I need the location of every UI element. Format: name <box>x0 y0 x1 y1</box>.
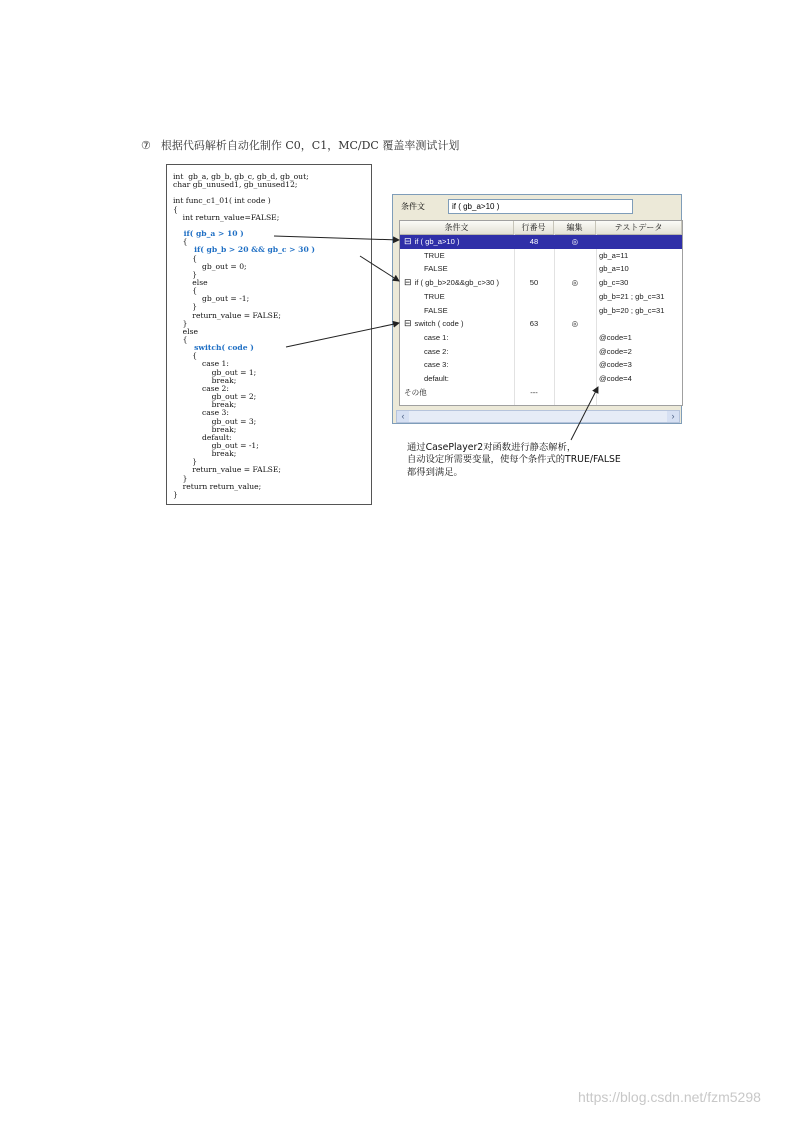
code-line: { <box>173 335 188 344</box>
arrow-switch <box>286 323 399 347</box>
condition-label: case 1: <box>424 332 449 342</box>
condition-field[interactable]: if ( gb_a>10 ) <box>448 199 633 214</box>
edit-mark-icon[interactable]: ◎ <box>571 319 579 329</box>
line-number-cell: 50 <box>529 278 539 288</box>
column-header-edit[interactable]: 編集 <box>554 221 596 234</box>
code-line: gb_out = 0; <box>173 261 247 271</box>
test-data-cell: gb_b=20 ; gb_c=31 <box>599 305 665 315</box>
code-line: } <box>173 489 178 499</box>
code-line: break; <box>173 400 237 410</box>
condition-label: FALSE <box>424 305 448 315</box>
line-number-cell: 48 <box>529 237 539 246</box>
column-header-condition[interactable]: 条件文 <box>400 221 514 234</box>
column-header-line[interactable]: 行番号 <box>514 221 554 234</box>
note-line: 都得到满足。 <box>407 466 463 478</box>
code-line: } <box>173 473 188 483</box>
code-line: break; <box>173 449 237 459</box>
condition-label: TRUE <box>424 291 445 301</box>
code-line: gb_out = -1; <box>173 440 259 450</box>
circled-number: ⑦ <box>141 139 151 152</box>
code-line: int func_c1_01( int code ) <box>173 196 271 206</box>
arrow-if-gb-a <box>274 236 399 240</box>
condition-label: case 3: <box>424 360 449 370</box>
test-data-cell: gb_c=30 <box>599 278 629 288</box>
code-line: } <box>173 269 198 279</box>
line-number-cell: --- <box>530 387 538 397</box>
line-number-cell: 63 <box>529 319 539 329</box>
code-line: else <box>173 326 198 336</box>
heading-text: 根据代码解析自动化制作 C0，C1，MC/DC 覆盖率测试计划 <box>160 139 460 152</box>
code-line: return return_value; <box>173 481 262 491</box>
arrow-note <box>571 387 598 440</box>
code-line: case 1: <box>173 359 229 369</box>
condition-label: default: <box>424 374 449 383</box>
code-line: { <box>173 237 188 247</box>
test-data-cell: gb_a=10 <box>599 264 629 274</box>
code-line: break; <box>173 424 237 434</box>
condition-label: switch ( code ) <box>414 319 464 329</box>
chevron-right-icon[interactable]: › <box>667 411 679 422</box>
code-line: gb_out = 3; <box>173 416 257 426</box>
tree-collapse-icon[interactable]: ⊟ <box>404 318 412 329</box>
test-data-cell: @code=4 <box>599 374 632 383</box>
code-line: return_value = FALSE; <box>173 310 281 320</box>
arrow-if-gb-b <box>360 256 399 281</box>
code-line: int return_value=FALSE; <box>173 212 280 222</box>
code-line-highlighted: if( gb_a > 10 ) <box>173 229 244 239</box>
code-line: { <box>173 351 198 361</box>
column-header-testdata[interactable]: テストデータ <box>596 221 682 234</box>
chevron-left-icon[interactable]: ‹ <box>397 411 409 422</box>
code-line: else <box>173 277 208 287</box>
watermark: https://blog.csdn.net/fzm5298 <box>578 1089 761 1105</box>
code-line: { <box>173 253 198 263</box>
edit-mark-icon[interactable]: ◎ <box>571 237 579 246</box>
condition-label: TRUE <box>424 250 445 260</box>
test-data-cell: gb_b=21 ; gb_c=31 <box>599 291 665 301</box>
condition-label: if ( gb_b>20&&gb_c>30 ) <box>414 278 499 288</box>
test-data-cell: @code=1 <box>599 332 632 342</box>
code-line: gb_out = 1; <box>173 367 257 377</box>
test-data-cell: gb_a=11 <box>599 250 629 260</box>
code-line-highlighted: switch( code ) <box>173 343 254 353</box>
tree-collapse-icon[interactable]: ⊟ <box>404 236 412 246</box>
code-line: gb_out = 2; <box>173 392 257 402</box>
explanation-note <box>407 442 621 479</box>
condition-label: 条件文 <box>401 202 425 211</box>
test-data-cell: @code=3 <box>599 360 632 370</box>
code-line: case 3: <box>173 408 229 418</box>
code-line-highlighted: if( gb_b > 20 && gb_c > 30 ) <box>173 245 315 255</box>
tree-collapse-icon[interactable]: ⊟ <box>404 277 412 288</box>
code-line: default: <box>173 432 232 442</box>
edit-mark-icon[interactable]: ◎ <box>571 278 579 288</box>
code-line: int gb_a, gb_b, gb_c, gb_d, gb_out; <box>173 172 309 181</box>
code-line: break; <box>173 375 237 385</box>
code-line: } <box>173 318 188 328</box>
condition-label: case 2: <box>424 346 449 356</box>
note-line: 自动设定所需要变量，使每个条件式的TRUE/FALSE <box>407 454 621 466</box>
code-line: } <box>173 457 198 467</box>
code-line: return_value = FALSE; <box>173 465 281 475</box>
code-line: gb_out = -1; <box>173 294 250 304</box>
code-line: } <box>173 302 198 312</box>
condition-label: その他 <box>404 387 427 397</box>
condition-label: if ( gb_a>10 ) <box>414 237 460 246</box>
code-line: { <box>173 204 178 214</box>
code-line: char gb_unused1, gb_unused12; <box>173 180 298 190</box>
test-data-cell: @code=2 <box>599 346 632 356</box>
note-line: 通过CasePlayer2对函数进行静态解析， <box>407 442 577 453</box>
condition-label: FALSE <box>424 264 448 274</box>
code-line: case 2: <box>173 383 229 393</box>
code-line: { <box>173 286 198 296</box>
